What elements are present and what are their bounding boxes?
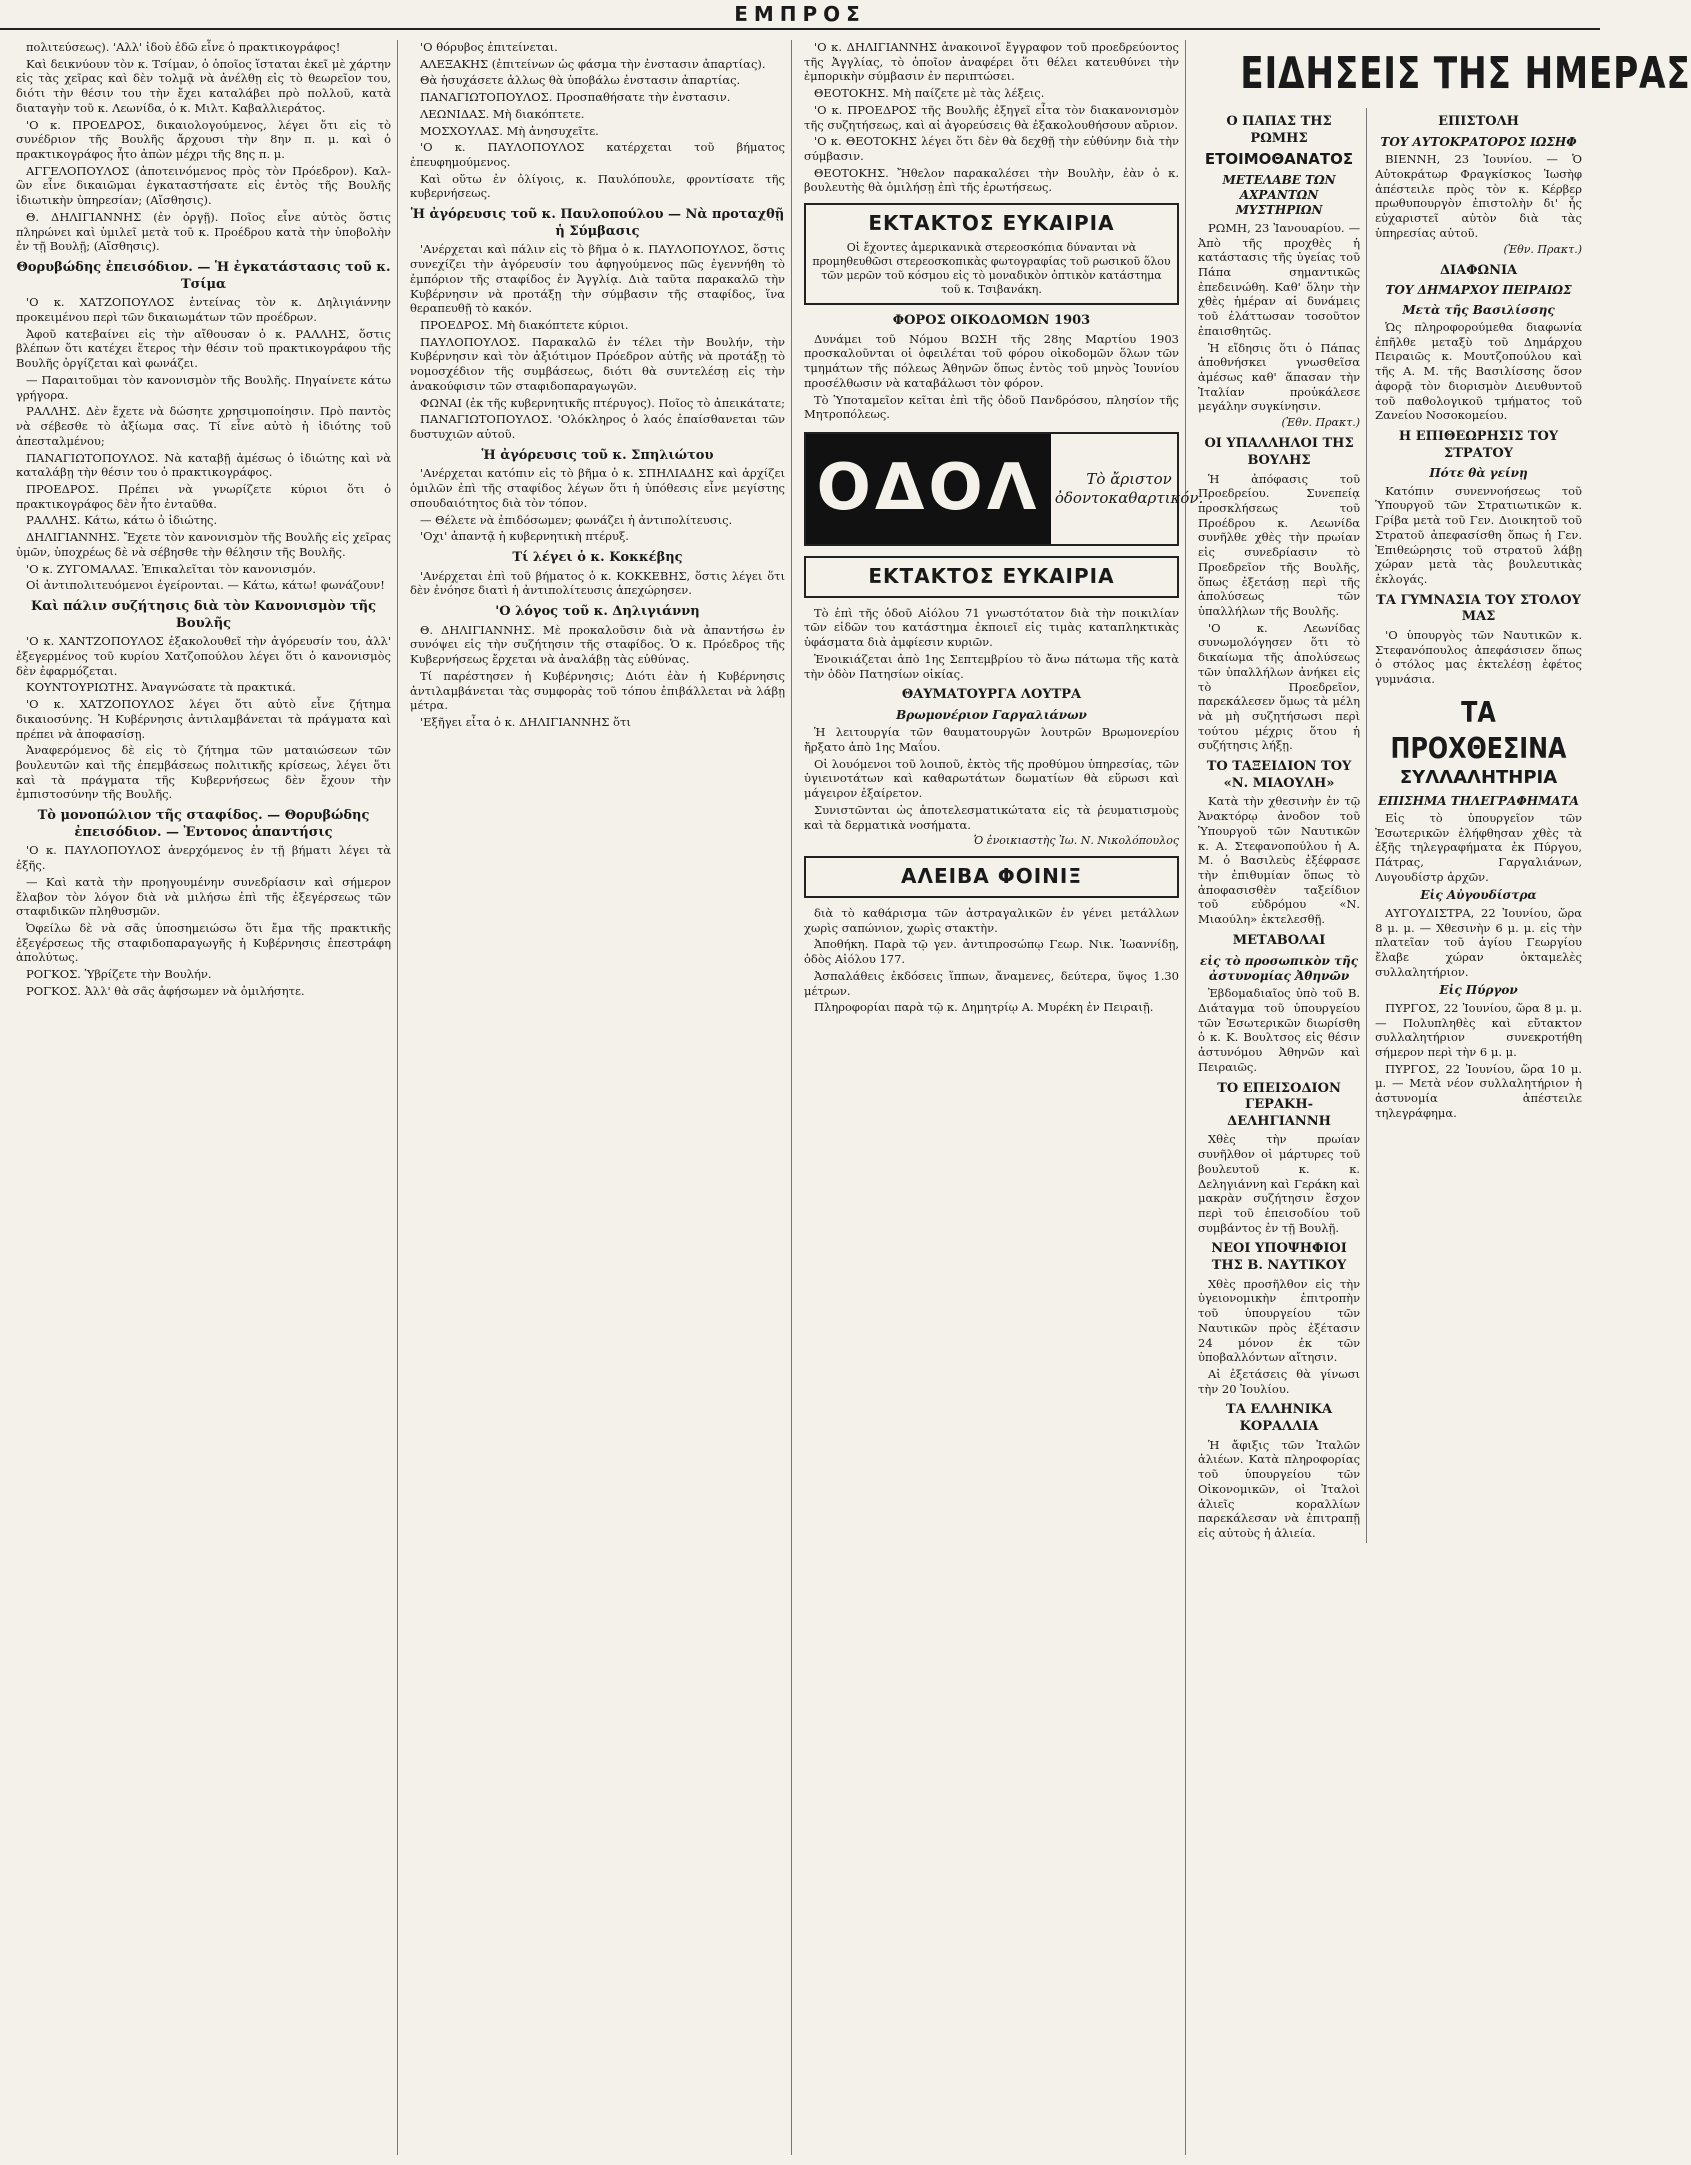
paragraph: ΑΓΓΕΛΟΠΟΥΛΟΣ (ἀποτεινόμενος πρὸς τὸν Πρόεδρον). Καλ-ὢν εἶνε δικαιῶμαι ἐγκαταστήσατε εἰς ἐντὸς τῆς Βουλῆς ἰδιωτικὴν ὑπηρεσίαν; (Αἴσθησις). bbox=[16, 163, 391, 208]
paragraph: ΡΑΛΛΗΣ. Κάτω, κάτω ὁ ἰδιώτης. bbox=[26, 513, 218, 528]
section-subheading: ΤΟΥ ΔΗΜΑΡΧΟΥ ΠΕΙΡΑΙΩΣ bbox=[1385, 283, 1572, 298]
paragraph: Ἀφοῦ κατεβαίνει εἰς τὴν αἴθουσαν ὁ κ. ΡΑΛΛΗΣ, ὅστις βλέπων ὅτι κατέχει ἕτερος τὴν θέσιν τοῦ πρακτικογράφου τῆς Βουλῆς ὀργίζεται καὶ φωνάζει. bbox=[16, 326, 391, 371]
paragraph: πολιτεύσεως). 'Αλλ' ἰδοὺ ἐδῶ εἶνε ὁ πρακτικογράφος! bbox=[26, 40, 341, 54]
paragraph: Αἱ ἐξετάσεις θὰ γίνωσι τὴν 20 Ἰουλίου. bbox=[1198, 1367, 1361, 1396]
section-heading: Καὶ πάλιν συζήτησις διὰ τὸν Κανονισμὸν τῆς Βουλῆς bbox=[30, 598, 377, 631]
paragraph: 'Ο κ. ΧΑΤΖΟΠΟΥΛΟΣ λέγει ὅτι αὐτὸ εἶνε ζήτημα δικαιοσύνης. Ἡ Κυβέρνησις ἀντιλαμβάνεται τὰ πράγματα καὶ πρέπει νὰ ἀποφασίσῃ. bbox=[16, 697, 391, 741]
paragraph: Οἱ ἀντιπολιτευόμενοι ἐγείρονται. — Κάτω, κάτω! φωνάζουν! bbox=[26, 578, 385, 593]
paragraph: Κατόπιν συνεννοήσεως τοῦ Ὑπουργοῦ τῶν Στρατιωτικῶν κ. Γρίβα μετὰ τοῦ Γεν. Διοικητοῦ τοῦ Στρατοῦ ἀπεφασίσθη ὅπως ἡ Γεν. Ἐπιθεώρησις τοῦ στρατοῦ λάβῃ χώραν μετὰ τὰς βουλευτικὰς ἐκλογάς. bbox=[1375, 483, 1582, 586]
paragraph: 'Ο ὑπουργὸς τῶν Ναυτικῶν κ. Στεφανόπουλος ἀπεφάσισεν ὅπως ὁ στόλος μας ἐκτελέσῃ ἐφέτος γυμνάσια. bbox=[1375, 627, 1582, 687]
paragraph: Οἱ λουόμενοι τοῦ λοιποῦ, ἐκτὸς τῆς προθύμου ὑπηρεσίας, τῶν ὑγιεινοτάτων καὶ καθαρωτάτων δωματίων θὰ εὕρωσι καὶ μάγειρον ἐξαίρετον. bbox=[804, 756, 1179, 801]
paragraph: Θ. ΔΗΛΙΓΙΑΝΝΗΣ. Μὲ προκαλοῦσιν διὰ νὰ ἀπαντήσω ἐν συνόψει εἰς τὴν συζήτησιν τῆς σταφίδος. Ὁ κ. Πρόεδρος τῆς Κυβερνήσεως ἔρχεται νὰ ἀναλάβῃ τὰς εὐθύνας. bbox=[410, 622, 785, 667]
paragraph: ΡΩΜΗ, 23 Ἰανουαρίου. — Ἀπὸ τῆς προχθὲς ἡ κατάστασις τῆς ὑγείας τοῦ Πάπα σημαντικῶς ἐπεδεινώθη. Καθ' ὅλην τὴν χθὲς ἡμέραν αἱ δυνάμεις τοῦ ἐλάττωσαν τοσοῦτον ἐπαισθητῶς. bbox=[1198, 220, 1361, 338]
column-3 bbox=[798, 40, 1204, 2155]
paragraph: 'Ο κ. ΧΑΝΤΖΟΠΟΥΛΟΣ ἐξακολουθεῖ τὴν ἀγόρευσίν του, ἀλλ' ἐξεγερμένος τοῦ κυρίου Χατζοπούλου λέγει ὅτι ὁ κανονισμὸς δὲν ἐφαρμόζεται. bbox=[16, 634, 391, 678]
paragraph: — Καὶ κατὰ τὴν προηγουμένην συνεδρίασιν καὶ σήμερον ἔλαβον τὸν λόγον διὰ νὰ μιλήσω ἐπὶ τῆς ἐξεγέρσεως τῶν σταφιδικῶν πληθυσμῶν. bbox=[16, 874, 391, 919]
section-subheading: εἰς τὸ προσωπικὸν τῆς ἀστυνομίας Ἀθηνῶν bbox=[1199, 953, 1359, 983]
column-4 bbox=[1192, 40, 1691, 2155]
paragraph: ΡΟΓΚΟΣ. Ἀλλ' θὰ σᾶς ἀφήσωμεν νὰ ὁμιλήσητε. bbox=[26, 983, 305, 998]
advertisement-box bbox=[804, 556, 1179, 598]
section-heading: ΤΟ ΕΠΕΙΣΟΔΙΟΝ ΓΕΡΑΚΗ-ΔΕΛΗΓΙΑΝΝΗ bbox=[1217, 1080, 1341, 1129]
paragraph: Ἡ ἄφιξις τῶν Ἰταλῶν ἁλιέων. Κατὰ πληροφορίας τοῦ ὑπουργείου τῶν Οἰκονομικῶν, οἱ Ἰταλοὶ ἁλιεῖς κοραλλίων παρεκάλεσαν νὰ ἐπιτραπῇ εἰς αὐτοὺς ἡ ἁλιεία. bbox=[1198, 1437, 1361, 1540]
paragraph: Ἡ εἴδησις ὅτι ὁ Πάπας ἀποθνήσκει γνωσθεῖσα ἀμέσως καθ' ἅπασαν τὴν Ἰταλίαν προὐκάλεσε μεγάλην συγκίνησιν. bbox=[1198, 340, 1361, 414]
ad-title: ΑΛΕΙΒΑ ΦΟΙΝΙΞ bbox=[900, 864, 1082, 889]
advertisement-box bbox=[804, 203, 1179, 305]
advertisement-box bbox=[804, 856, 1179, 898]
section-heading: ΘΑΥΜΑΤΟΥΡΓΑ ΛΟΥΤΡΑ bbox=[901, 687, 1082, 703]
paragraph: — Θέλετε νὰ ἐπιδόσωμεν; φωνάζει ἡ ἀντιπολίτευσις. bbox=[420, 512, 733, 527]
section-heading: ΜΕΤΑΒΟΛΑΙ bbox=[1232, 932, 1326, 948]
paragraph: Ἀναφερόμενος δὲ εἰς τὸ ζήτημα τῶν ματαιώσεων τῶν βουλευτῶν καὶ τῆς ἐπεμβάσεως πολιτικῆς κρίσεως, λέγει ὅτι καὶ τὰ πράγματα τῆς Κυβερνήσεως δὲν ἔχουν τὴν ἐμπιστοσύνην τῆς Βουλῆς. bbox=[16, 743, 391, 802]
section-heading: Θορυβώδης ἐπεισόδιον. — Ἡ ἐγκατάστασις τοῦ κ. Τσίμα bbox=[16, 260, 391, 292]
paragraph: 'Ο κ. ΠΡΟΕΔΡΟΣ, δικαιολογούμενος, λέγει ὅτι εἰς τὸ συνέδριον τῆς Βουλῆς ἄρχουσι τὴν 8ην π. μ. καὶ ὁ πρακτικογράφος ἦτο ἀπὼν μέχρι τῆς 8ης π. μ. bbox=[16, 117, 391, 162]
news-right bbox=[1375, 108, 1582, 1542]
paragraph: 'Ο κ. ΠΡΟΕΔΡΟΣ τῆς Βουλῆς ἐξηγεῖ εἶτα τὸν διακανονισμὸν τῆς συζητήσεως, καὶ αἱ ἀγορεύσεις θὰ ἐξακολουθήσουν αὔριον. bbox=[804, 102, 1179, 132]
source-note: (Ἐθν. Πρακτ.) bbox=[1503, 242, 1582, 256]
paragraph: Δυνάμει τοῦ Νόμου ΒΩΣΗ τῆς 28ης Μαρτίου 1903 προσκαλοῦνται οἱ ὀφειλέται τοῦ φόρου οἰκοδομῶν ὅλων τῶν τμημάτων τῆς πόλεως Ἀθηνῶν ὅπως ἐντὸς τοῦ μηνὸς Ἰουνίου προσέλθωσιν νὰ καταβάλωσι τὸν φόρον. bbox=[804, 331, 1179, 390]
news-split bbox=[1198, 108, 1582, 1542]
ad-title: ΕΚΤΑΚΤΟΣ ΕΥΚΑΙΡΙΑ bbox=[868, 211, 1115, 236]
paragraph: Χθὲς προσῆλθον εἰς τὴν ὑγειονομικὴν ἐπιτροπὴν τοῦ ὑπουργείου τῶν Ναυτικῶν πρὸς ἐξέτασιν 24 μόνον ἐκ τῶν ὑποβαλλόντων αἴτησιν. bbox=[1198, 1276, 1361, 1365]
paragraph: Πληροφορίαι παρὰ τῷ κ. Δημητρίῳ Α. Μυρέκη ἐν Πειραιῇ. bbox=[814, 1000, 1154, 1015]
paragraph: 'Ο κ. ΔΗΛΙΓΙΑΝΝΗΣ ἀνακοινοῖ ἔγγραφον τοῦ προεδρεύοντος τῆς Ἀγγλίας, τὸ ὁποῖον ἀναφέρει ὅτι θέλει κατευθύνει τὴν ἐμπορικὴν σύμβασιν ἐν περιπτώσει. bbox=[804, 40, 1179, 84]
paragraph: 'Ο κ. ΠΑΥΛΟΠΟΥΛΟΣ κατέρχεται τοῦ βήματος ἐπευφημούμενος. bbox=[410, 140, 785, 170]
section-subheading: Εἰς Αὐγουδίστρα bbox=[1420, 888, 1537, 903]
paragraph: ΠΥΡΓΟΣ, 22 Ἰουνίου, ὥρα 8 μ. μ. — Πολυπληθὲς καὶ εὔτακτον συλλαλητήριον συνεκροτήθη σήμερον περὶ τὴν 6 μ. μ. bbox=[1375, 1000, 1582, 1059]
paragraph: ΒΙΕΝΝΗ, 23 Ἰουνίου. — Ὁ Αὐτοκράτωρ Φραγκίσκος Ἰωσὴφ ἀπέστειλε πρὸς τὸν κ. Κέρβερ πρωθυπουργὸν ἐπιστολὴν δι' ἧς εὐχαριστεῖ αὐτὸν διὰ τὰς ὑπηρεσίας αὐτοῦ. bbox=[1375, 152, 1582, 240]
paragraph: ΠΑΥΛΟΠΟΥΛΟΣ. Παρακαλῶ ἐν τέλει τὴν Βουλήν, τὴν Κυβέρνησιν καὶ τὸν ἀξιότιμον Πρόεδρον αὐτῆς νὰ προτάξῃ τὸ νομοσχέδιον τῆς συμβάσεως, διότι θὰ συντελέσῃ εἰς τὴν ἀνακούφισιν τῶν σταφιδοπαραγωγῶν. bbox=[410, 334, 785, 393]
section-heading: ΦΟΡΟΣ ΟΙΚΟΔΟΜΩΝ 1903 bbox=[892, 313, 1091, 329]
section-heading: Τί λέγει ὁ κ. Κοκκέβης bbox=[512, 550, 683, 565]
paragraph: ΠΡΟΕΔΡΟΣ. Μὴ διακόπτετε κύριοι. bbox=[420, 318, 629, 333]
paragraph: 'Ο κ. ΧΑΤΖΟΠΟΥΛΟΣ ἐντείνας τὸν κ. Δηλιγιάννην προκειμένου περὶ τῶν δικαιωμάτων τῶν προέδρων. bbox=[16, 295, 391, 325]
paragraph: 'Εξῆγει εἶτα ὁ κ. ΔΗΛΙΓΙΑΝΝΗΣ ὅτι bbox=[420, 715, 631, 729]
paragraph: ΠΑΝΑΓΙΩΤΟΠΟΥΛΟΣ. Νὰ καταβῇ ἀμέσως ὁ ἰδιώτης καὶ νὰ καταλάβῃ τὴν θέσιν του ὁ πρακτικογράφος. bbox=[16, 450, 391, 480]
paragraph: Τί παρέστησεν ἡ Κυβέρνησις; Διότι ἐὰν ἡ Κυβέρνησις ἀντιλαμβάνεται τὰς συμφορὰς τοῦ τόπου ἐπιβάλλεται νὰ λάβῃ μέτρα. bbox=[410, 668, 785, 713]
paragraph: ΠΡΟΕΔΡΟΣ. Πρέπει νὰ γνωρίζετε κύριοι ὅτι ὁ πρακτικογράφος δὲν ἦτο ἐνταῦθα. bbox=[16, 481, 391, 511]
section-subheading: ΜΕΤΕΛΑΒΕ ΤΩΝ ΑΧΡΑΝΤΩΝ ΜΥΣΤΗΡΙΩΝ bbox=[1222, 172, 1336, 218]
paragraph: ΡΟΓΚΟΣ. Ὑβρίζετε τὴν Βουλήν. bbox=[26, 967, 212, 982]
paragraph: Θ. ΔΗΛΙΓΙΑΝΝΗΣ (ἐν ὀργῇ). Ποῖος εἶνε αὐτὸς ὅστις πληρώνει καὶ ὑμιλεῖ μετὰ τοῦ κ. Προέδρου κατὰ τὴν ὑποβολὴν ἐν τῇ Βουλῇ; (Αἴσθησις). bbox=[16, 209, 391, 254]
section-heading: ΔΙΑΦΩΝΙΑ bbox=[1439, 262, 1518, 278]
section-subheading: ΤΟΥ ΑΥΤΟΚΡΑΤΟΡΟΣ ΙΩΣΗΦ bbox=[1380, 134, 1577, 149]
section-heading: Τὸ μονοπώλιον τῆς σταφίδος. — Θορυβώδης ἐπεισόδιον. — Ἐντονος ἀπαντήσις bbox=[37, 808, 370, 840]
paragraph: 'Ο θόρυβος ἐπιτείνεται. bbox=[420, 40, 558, 54]
section-heading: ΕΤΟΙΜΟΘΑΝΑΤΟΣ bbox=[1204, 149, 1354, 168]
paragraph: 'Ο κ. Λεωνίδας συνωμολόγησεν ὅτι τὸ δικαίωμα τῆς ἀπολύσεως τῶν ὑπαλλήλων ἀνήκει εἰς τὸ Προεδρεῖον, παρεκάλεσεν ὅμως τὰ μέλη νὰ μὴ συζητήσωσι περὶ τούτου μέχρις ὅτου ἡ συζήτησις λήξῃ. bbox=[1198, 620, 1361, 753]
newspaper-page bbox=[10, 40, 1691, 2155]
signature: Ὁ ἐνοικιαστὴς Ἰω. Ν. Νικολόπουλος bbox=[973, 834, 1179, 848]
paragraph: Εἰς τὸ ὑπουργεῖον τῶν Ἐσωτερικῶν ἐλήφθησαν χθὲς τὰ ἑξῆς τηλεγραφήματα ἐκ Πύργου, Πάτρας, Γαργαλιάνων, Λυγουδίστρ ἀρχῶν. bbox=[1375, 810, 1582, 884]
column-2 bbox=[404, 40, 792, 2155]
section-heading: ΤΑ ΠΡΟΧΘΕΣΙΝΑ bbox=[1390, 695, 1567, 765]
paragraph: Χθὲς τὴν πρωίαν συνῆλθον οἱ μάρτυρες τοῦ βουλευτοῦ κ. κ. Δεληγιάννη καὶ Γεράκη καὶ μακρὰν συζήτησιν ἔσχον περὶ τοῦ ἐπεισοδίου τοῦ συμβάντος ἐν τῇ Βουλῇ. bbox=[1198, 1132, 1361, 1235]
paragraph: Ὡς πληροφορούμεθα διαφωνία ἐπῆλθε μεταξὺ τοῦ Δημάρχου Πειραιῶς κ. Μουτζοπούλου καὶ τῆς Α. Μ. τῆς Βασιλίσσης ὅσον ἀφορᾷ τὸν διορισμὸν Διευθυντοῦ τοῦ παθολογικοῦ τμήματος τοῦ Ζανείου Νοσοκομείου. bbox=[1375, 320, 1582, 423]
masthead bbox=[0, 0, 1600, 34]
section-heading: ΝΕΟΙ ΥΠΟΨΗΦΙΟΙ ΤΗΣ Β. ΝΑΥΤΙΚΟΥ bbox=[1211, 1241, 1347, 1274]
paragraph: Ἐβδομαδιαῖος ὑπὸ τοῦ Β. Διάταγμα τοῦ ὑπουργείου τῶν Ἐσωτερικῶν διωρίσθη ὁ κ. Κ. Βουλτσος εἰς θέσιν ἀστυνόμου Ἀθηνῶν καὶ Πειραιῶς. bbox=[1198, 986, 1361, 1074]
section-subheading: Βρωμονέριον Γαργαλιάνων bbox=[896, 707, 1087, 722]
section-heading: ΣΥΛΛΑΛΗΤΗΡΙΑ bbox=[1399, 767, 1558, 789]
paragraph: ΠΑΝΑΓΙΩΤΟΠΟΥΛΟΣ. 'Ολόκληρος ὁ λαός ἐπαίσθανεται τῶν δυστυχιῶν αὐτοῦ. bbox=[410, 412, 785, 442]
section-heading: ΤΟ ΤΑΞΕΙΔΙΟΝ ΤΟΥ «Ν. ΜΙΑΟΥΛΗ» bbox=[1206, 759, 1352, 791]
paragraph: Θὰ ἡσυχάσετε ἀλλως θὰ ὑποβάλω ἐνστασιν ἀπαρτίας. bbox=[420, 73, 741, 88]
paragraph: ΜΟΣΧΟΥΛΑΣ. Μὴ ἀνησυχεῖτε. bbox=[420, 123, 599, 138]
section-subheading: Εἰς Πύργον bbox=[1439, 983, 1518, 998]
paragraph: ΠΑΝΑΓΙΩΤΟΠΟΥΛΟΣ. Προσπαθήσατε τὴν ἐνστασιν. bbox=[420, 90, 731, 105]
paragraph: ΑΛΕΞΑΚΗΣ (ἐπιτείνων ὡς φάσμα τὴν ἐνστασιν ἀπαρτίας). bbox=[420, 56, 766, 71]
paragraph: διὰ τὸ καθάρισμα τῶν ἀστραγαλικῶν ἐν γένει μετάλλων χωρὶς σαπώνιον, χωρὶς στακτὴν. bbox=[804, 905, 1179, 935]
paragraph: ΠΥΡΓΟΣ, 22 Ἰουνίου, ὥρα 10 μ. μ. — Μετὰ νέον συλλαλητήριον ἡ ἀστυνομία ἀπέστειλε τηλεγράφημα. bbox=[1375, 1061, 1582, 1120]
paragraph: ΚΟΥΝΤΟΥΡΙΩΤΗΣ. Ἀναγνώσατε τὰ πρακτικά. bbox=[26, 680, 296, 695]
column-1 bbox=[10, 40, 398, 2155]
paragraph: Ἡ λειτουργία τῶν θαυματουργῶν λουτρῶν Βρωμονερίου ἤρξατο ἀπὸ 1ης Μαΐου. bbox=[804, 725, 1179, 754]
paragraph: ΘΕΟΤΟΚΗΣ. Μὴ παίζετε μὲ τὰς λέξεις. bbox=[814, 86, 1045, 101]
paragraph: 'Οχι' ἀπαντᾷ ἡ κυβερνητικὴ πτέρυξ. bbox=[420, 529, 629, 544]
paragraph: ΘΕΟΤΟΚΗΣ. Ἤθελον παρακαλέσει τὴν Βουλὴν, ἐὰν ὁ κ. βουλευτὴς θὰ ὁμιλήσῃ ἐπὶ τῆς ἐρωτήσεως. bbox=[804, 165, 1179, 195]
paragraph: 'Ανέρχεται ἐπὶ τοῦ βήματος ὁ κ. ΚΟΚΚΕΒΗΣ, ὅστις λέγει ὅτι δὲν ἐνόησε διατὶ ἡ ἀντιπολίτευσις ἀπεχώρησεν. bbox=[410, 568, 785, 598]
paragraph: Ἐνοικιάζεται ἀπὸ 1ης Σεπτεμβρίου τὸ ἄνω πάτωμα τῆς κατὰ τὴν ὁδὸν Πατησίων οἰκίας. bbox=[804, 651, 1179, 681]
odol-tagline: Τὸ ἄριστον ὀδοντοκαθαρτικόν. bbox=[1054, 469, 1204, 508]
paragraph: 'Ο κ. ΖΥΓΟΜΑΛΑΣ. Ἐπικαλεῖται τὸν κανονισμόν. bbox=[26, 561, 316, 576]
paragraph: Ἀποθήκη. Παρὰ τῷ γεν. ἀντιπροσώπῳ Γεωρ. Νικ. Ἰωαννίδῃ, ὁδὸς Αἰόλου 177. bbox=[804, 937, 1179, 967]
masthead-rule bbox=[0, 28, 1600, 30]
paragraph: ΡΑΛΛΗΣ. Δὲν ἔχετε νὰ δώσητε χρησιμοποίησιν. Πρὸ παντὸς νὰ σέβεσθε τὸ ἀξίωμα σας. Τί εἶνε αὐτὸ ἡ ἰδιότης τοῦ ἀπεσταλμένου; bbox=[16, 404, 391, 448]
odol-logo: ΟΔΟΛ bbox=[806, 434, 1051, 544]
odol-advertisement bbox=[804, 432, 1204, 546]
paragraph: 'Ο κ. ΘΕΟΤΟΚΗΣ λέγει ὅτι δὲν θὰ δεχθῇ τὴν εὐθύνην διὰ τὴν σύμβασιν. bbox=[804, 134, 1179, 164]
paragraph: 'Ανέρχεται κατόπιν εἰς τὸ βῆμα ὁ κ. ΣΠΗΛΙΑΔΗΣ καὶ ἀρχίζει ὁμιλῶν ἐπὶ τῆς σταφίδος λέγων ὅτι ἡ ὑπόθεσις εἶνε μεγίστης σπουδαιότητος διὰ τὸν τόπον. bbox=[410, 466, 785, 510]
paragraph: Συνιστῶνται ὡς ἀποτελεσματικώτατα εἰς τὰ ῥευματισμοὺς καὶ τὰ δερματικὰ νοσήματα. bbox=[804, 802, 1179, 832]
paragraph: ΔΗΛΙΓΙΑΝΝΗΣ. Ἔχετε τὸν κανονισμὸν τῆς Βουλῆς εἰς χεῖρας ὑμῶν, ὑποχρέως δὲ νὰ σέβησθε τὴν θέλησιν τῆς Βουλῆς. bbox=[16, 530, 391, 559]
ad-title: ΕΚΤΑΚΤΟΣ ΕΥΚΑΙΡΙΑ bbox=[868, 564, 1115, 589]
section-heading: 'Ο λόγος τοῦ κ. Δηλιγιάννη bbox=[495, 604, 700, 620]
paragraph: Ἀσπαλάθεις ἐκδόσεις ἵππων, ἄναμενες, δεύτερα, ὕψος 1.30 μέτρων. bbox=[804, 968, 1179, 998]
paragraph: 'Ο κ. ΠΑΥΛΟΠΟΥΛΟΣ ἀνερχόμενος ἐν τῇ βήματι λέγει τὰ ἑξῆς. bbox=[16, 843, 391, 873]
section-heading: ΤΑ ΕΛΛΗΝΙΚΑ ΚΟΡΑΛΛΙΑ bbox=[1226, 1402, 1333, 1435]
news-left bbox=[1198, 108, 1367, 1542]
section-heading: Η ΕΠΙΘΕΩΡΗΣΙΣ ΤΟΥ ΣΤΡΑΤΟΥ bbox=[1398, 429, 1559, 461]
paragraph: Τὸ Ὑποταμεῖον κεῖται ἐπὶ τῆς ὁδοῦ Πανδρόσου, πλησίον τῆς Μητροπόλεως. bbox=[804, 392, 1179, 422]
section-heading: Ἡ ἀγόρευσις τοῦ κ. Παυλοπούλου — Νὰ προταχθῇ ἡ Σύμβασις bbox=[410, 207, 785, 239]
paragraph: ΛΕΩΝΙΔΑΣ. Μὴ διακόπτετε. bbox=[420, 106, 585, 121]
section-subheading: Πότε θὰ γείνῃ bbox=[1429, 466, 1528, 481]
section-heading: ΟΙ ΥΠΑΛΛΗΛΟΙ ΤΗΣ ΒΟΥΛΗΣ bbox=[1204, 436, 1354, 468]
ad-body: Οἱ ἔχοντες ἀμερικανικὰ στερεοσκόπια δύνανται νὰ προμηθευθῶσι στερεοσκοπικὰς φωτογραφίας τοῦ ρωσικοῦ ὅλου τῶν μερῶν τοῦ κόσμου εἰς τὸ μοναδικὸν ὀπτικὸν κατάστημα τοῦ κ. Τσιβανάκη. bbox=[812, 240, 1171, 297]
paragraph: Καὶ οὕτω ἐν ὀλίγοις, κ. Παυλόπουλε, φροντίσατε τῆς κυβερνήσεως. bbox=[410, 171, 785, 201]
paragraph: ΦΩΝΑΙ (ἐκ τῆς κυβερνητικῆς πτέρυγος). Ποῖος τὸ ἀπεικάτατε; bbox=[420, 395, 786, 410]
section-heading: ΕΠΙΣΤΟΛΗ bbox=[1438, 114, 1519, 130]
section-subheading: Μετὰ τῆς Βασιλίσσης bbox=[1402, 302, 1555, 317]
section-subheading: ΕΠΙΣΗΜΑ ΤΗΛΕΓΡΑΦΗΜΑΤΑ bbox=[1378, 793, 1579, 808]
paragraph: 'Ανέρχεται καὶ πάλιν εἰς τὸ βῆμα ὁ κ. ΠΑΥΛΟΠΟΥΛΟΣ, ὅστις συνεχίζει τὴν ἀγόρευσίν του ἀφηγούμενος πῶς ἐγεννήθη τὸ ἐμπόριον τῆς σταφίδος ἐν Ἀγγλίᾳ. Διὰ ταῦτα παρακαλῶ τὴν Κυβέρνησιν νὰ προτάξῃ τὴν σύμβασιν τῆς σταφίδος, ἵνα θεραπευθῇ τὸ κακόν. bbox=[410, 242, 785, 316]
news-of-the-day-headline: ΕΙΔΗΣΕΙΣ ΤΗΣ ΗΜΕΡΑΣ bbox=[1240, 48, 1691, 99]
paragraph: — Παραιτοῦμαι τὸν κανονισμὸν τῆς Βουλῆς. Πηγαίνετε κάτω γρήγορα. bbox=[16, 372, 391, 402]
paragraph: Ὀφείλω δὲ νὰ σᾶς ὑποσημειώσω ὅτι ἔμα τῆς πρακτικῆς ἐξεγέρσεως τῆς σταφιδοπαραγωγῆς ἡ Κυβέρνησις ἐπεστράφη ἀπολύτως. bbox=[16, 920, 391, 965]
source-note: (Ἐθν. Πρακτ.) bbox=[1281, 416, 1361, 430]
section-heading: Ο ΠΑΠΑΣ ΤΗΣ ΡΩΜΗΣ bbox=[1226, 114, 1332, 146]
paragraph: ΑΥΓΟΥΔΙΣΤΡΑ, 22 Ἰουνίου, ὥρα 8 μ. μ. — Χθεσινὴν 6 μ. μ. εἰς τὴν πλατεῖαν τοῦ ἁγίου Γεωργίου ἔλαβε χώραν ὀκταμελὲς συλλαλητήριον. bbox=[1375, 905, 1582, 979]
paragraph: Ἡ ἀπόφασις τοῦ Προεδρείου. Συνεπείᾳ προσκλήσεως τοῦ Προέδρου κ. Λεωνίδα συνῆλθε χθὲς τὴν πρωίαν εἰς συνεδρίασιν τὸ Προεδρεῖον τῆς Βουλῆς, ὅπως ἐξετάσῃ περὶ τῆς ἀπολύσεως τῶν ὑπαλλήλων τῆς Βουλῆς. bbox=[1198, 471, 1361, 618]
paragraph: Καὶ δεικνύουν τὸν κ. Τσίμαν, ὁ ὁποῖος ἵσταται ἐκεῖ μὲ χάρτην εἰς τὰς χεῖρας καὶ δὲν τολμᾷ νὰ ἀνέλθῃ εἰς τὸ θεωρεῖον του, διότι τὴν θέσιν του τὴν ἔχει καταλάβει πρὸ πολλοῦ, κατὰ διαταγὴν τοῦ κ. Λεωνίδα, ὁ κ. Μιλτ. Καβαλλιεράτος. bbox=[16, 56, 391, 115]
section-heading: Ἡ ἀγόρευσις τοῦ κ. Σπηλιώτου bbox=[481, 447, 714, 463]
section-heading: ΤΑ ΓΥΜΝΑΣΙΑ ΤΟΥ ΣΤΟΛΟΥ ΜΑΣ bbox=[1376, 592, 1581, 625]
paragraph: Κατὰ τὴν χθεσινὴν ἐν τῷ Ἀνακτόρῳ ἀνοδον τοῦ Ὑπουργοῦ τῶν Ναυτικῶν κ. Α. Στεφανοπούλου ἡ Α. Μ. ὁ Βασιλεὺς ἐξέφρασε τὴν ἐπιθυμίαν ὅπως τὸ ἀποφασισθὲν ταξείδιον τοῦ εὐδρόμου «Ν. Μιαούλη» ἐκτελεσθῇ. bbox=[1198, 794, 1361, 927]
newspaper-title: ΕΜΠΡΟΣ bbox=[724, 2, 876, 26]
paragraph: Τὸ ἐπὶ τῆς ὁδοῦ Αἰόλου 71 γνωστότατον διὰ τὴν ποικιλίαν τῶν εἰδῶν του κατάστημα ἐκποιεῖ εἰς τιμὰς καταπληκτικὰς ὑφάσματα διὰ ἀμφίεσιν κυριῶν. bbox=[804, 605, 1179, 650]
